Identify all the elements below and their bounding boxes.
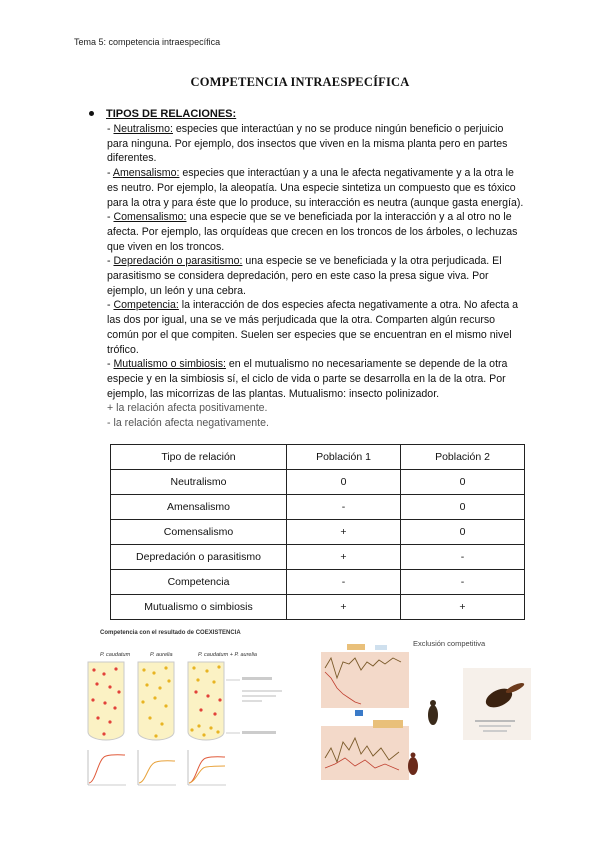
tube-label: P. caudatum [100,652,131,658]
table-cell: Mutualismo o simbiosis [111,595,287,620]
beetle-icon [408,753,418,776]
tube-label: P. aurelia [150,652,173,658]
table-cell: - [287,495,401,520]
section-heading [89,108,236,120]
relations-text [107,122,527,431]
relation-mutualismo: - Mutualismo o simbiosis: en el mutualismo no necesariamente se depende de la otra especie y en la simbiosis sí, el ciclo de vida o parte se desarrolla en la de la otra. Por ejemplo, las micorrizas de las plantas. Mutualismo: insecto polinizador. [107,358,508,400]
growth-curve [188,750,226,785]
table-cell: Comensalismo [111,520,287,545]
plot-bottom [321,720,409,780]
table-row [111,570,525,595]
table-cell: + [287,520,401,545]
page-header: Tema 5: competencia intraespecífica [74,37,221,47]
test-tube-yellow [138,662,174,740]
beetle-photo [463,668,531,740]
coexistence-figure [80,640,310,790]
relation-term: Amensalismo: [112,167,180,180]
table-cell: 0 [401,495,525,520]
table-header-cell: Población 2 [401,445,525,470]
table-cell: Neutralismo [111,470,287,495]
page-title: COMPETENCIA INTRAESPECÍFICA [190,75,410,89]
test-tube-red [88,662,124,740]
legend-positive: + la relación afecta positivamente. [107,402,268,415]
table-cell: - [287,570,401,595]
relation-neutralismo: - Neutralismo: especies que interactúan y no se produce ningún beneficio o perjuicio para ninguna. Por ejemplo, dos insectos que viven en la misma planta pero en partes diferentes. [107,123,508,165]
table-row [111,545,525,570]
plot-top [321,644,409,716]
table-cell: - [401,570,525,595]
relation-term: Neutralismo: [113,123,173,135]
table-cell: 0 [401,520,525,545]
relation-term: Mutualismo o simbiosis: [113,358,226,371]
relations-table [110,444,525,620]
table-cell: 0 [401,470,525,495]
table-cell: + [287,545,401,570]
table-cell: Competencia [111,570,287,595]
table-header-cell: Tipo de relación [111,445,287,470]
section-label: TIPOS DE RELACIONES: [106,108,237,120]
relation-amensalismo: - Amensalismo: especies que interactúan y a una le afecta negativamente y a la otra le es neutro. Por ejemplo, la aleopatía. Una especie sintetiza un compuesto que es tóxico para la otra y para éste que lo produce, su interacción es neutra (aunque gasta energía). [107,167,524,209]
relation-comensalismo: - Comensalismo: una especie que se ve beneficiada por la interacción y a al otro no le afecta. Por ejemplo, las orquídeas que crecen en los troncos de los árboles, o lechuzas que viven en los troncos. [107,211,518,253]
competitive-exclusion-figure [315,628,535,788]
relation-term: Comensalismo: [113,211,187,224]
table-row [111,520,525,545]
table-header-cell: Población 1 [287,445,401,470]
growth-curve [88,750,126,785]
table-cell: 0 [287,470,401,495]
beetle-icon [428,700,438,725]
bullet-icon [89,111,94,116]
test-tube-mixed [188,662,282,740]
tube-label: P. caudatum + P. aurelia [198,652,257,658]
relation-term: Depredación o parasitismo: [113,255,243,268]
legend-negative: - la relación afecta negativamente. [107,417,269,430]
growth-curve [138,750,176,785]
table-cell: + [401,595,525,620]
relation-term: Competencia: [113,299,179,312]
table-cell: Amensalismo [111,495,287,520]
table-cell: - [401,545,525,570]
figure-right-title: Exclusión competitiva [413,639,486,648]
table-row [111,495,525,520]
table-row [111,595,525,620]
table-cell: Depredación o parasitismo [111,545,287,570]
relation-competencia: - Competencia: la interacción de dos especies afecta negativamente a otra. No afecta a las dos por igual, una se ve más perjudicada que la otra. Comparten algún recurso común por el que compiten. Suelen ser especies que se encuentran en el mismo nivel trófico. [107,299,519,356]
table-cell: + [287,595,401,620]
table-header-row [111,445,525,470]
relation-depredacion: - Depredación o parasitismo: una especie se ve beneficiada y la otra perjudicada. El parasitismo se considera depredación, pero en este caso la presa sigue viva. Por ejemplo, un león y una cebra. [107,255,502,297]
table-row [111,470,525,495]
figure-left-title: Competencia con el resultado de COEXISTENCIA [100,630,241,636]
